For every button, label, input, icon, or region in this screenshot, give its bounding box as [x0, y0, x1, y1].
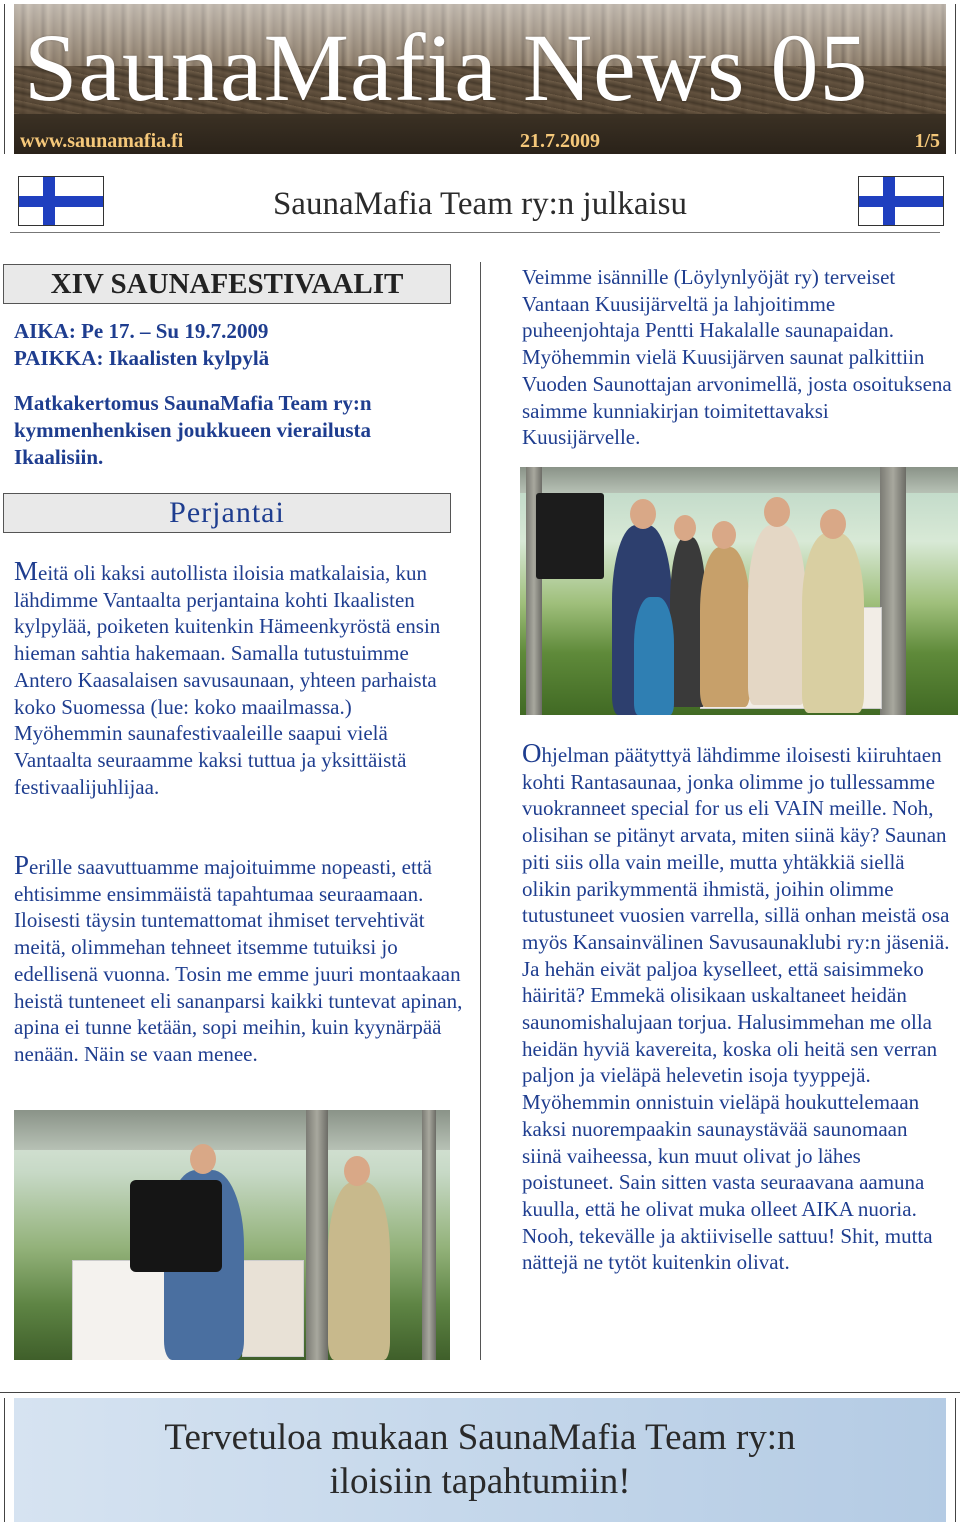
- photo-pole: [306, 1110, 328, 1360]
- paragraph-text: hjelman päätyttyä lähdimme iloisesti kiiruhtaen kohti Rantasaunaa, jonka olimme jo tullessamme vuokranneet special for us eli VAIN meille. Noh, olisihan se pitänyt arvata, miten siinä käy? Saunan piti siis olla vain meille, mutta yhtäkkiä siellä olikin parikymmentä ihmistä, joihin olimme tutustuneet vuosien varrella, sillä onhan meistä osa myös Kansainvälinen Savusaunaklubi ry:n jäseniä. Ja hehän eivät paljoa kyselleet, että saisimmeko häiritä? Emmekä olisikaan uskaltaneet heidän saunomishalujaan torjua. Halusimmehan me olla heidän hyviä kavereita, koska oli heitä sen verran paljon ja vieläpä helevetin isoja tyyppejä. Myöhemmin onnistuin vieläpä houkuttelemaan kaksi nuorempaakin saunaystävää saunomaan siinä vaiheessa, kun muut olivat jo lähes poistuneet. Sain sitten vasta seuraavana aamuna kuulla, että he olivat muka olleet AIKA nuoria. Nooh, tekevälle ja aktiiviselle sattuu! Shit, mutta nättejä ne tytöt kuitenkin olivat.: [522, 743, 950, 1275]
- masthead-url[interactable]: www.saunamafia.fi: [20, 130, 184, 152]
- masthead-page-number: 1/5: [914, 130, 940, 152]
- event-info: [14, 318, 464, 471]
- event-title-box: [3, 264, 451, 304]
- footer-rule: [0, 1392, 960, 1393]
- article-paragraph-1: [14, 558, 464, 800]
- photo-poster: [242, 1260, 304, 1357]
- photo-head: [674, 515, 696, 541]
- photo-person: [802, 533, 864, 713]
- masthead-right-rule: [955, 4, 956, 154]
- event-title: XIV SAUNAFESTIVAALIT: [50, 267, 404, 300]
- footer-message: [14, 1416, 946, 1504]
- paragraph-text: Veimme isännille (Löylynlyöjät ry) terveiset Vantaan Kuusijärveltä ja lahjoitimme puheenjohtaja Pentti Hakalalle saunapaidan. Myöhemmin vielä Kuusijärven saunat palkittiin Vuoden Saunottajan arvonimellä, josta osoituksena saimme kunniakirjan toimitettavaksi Kuusijärvelle.: [522, 265, 952, 450]
- drop-cap: O: [522, 738, 542, 768]
- column-divider: [480, 262, 481, 1360]
- article-paragraph-4: [522, 740, 950, 1276]
- photo-head: [630, 499, 656, 529]
- drop-cap: P: [14, 850, 30, 880]
- photo-speaker: [536, 493, 604, 579]
- masthead: [14, 4, 946, 154]
- photo-shirt-presentation: [14, 1110, 450, 1360]
- photo-head: [344, 1156, 370, 1186]
- photo-head: [190, 1144, 216, 1174]
- photo-person: [748, 525, 806, 705]
- footer-line-1: Tervetuloa mukaan SaunaMafia Team ry:n: [164, 1417, 796, 1458]
- article-paragraph-2: [14, 852, 469, 1068]
- event-place: PAIKKA: Ikaalisten kylpylä: [14, 346, 270, 370]
- photo-person: [634, 597, 674, 715]
- masthead-left-rule: [4, 4, 5, 154]
- masthead-title: SaunaMafia News 05: [24, 14, 869, 121]
- section-heading: Perjantai: [169, 496, 285, 529]
- photo-head: [712, 521, 736, 549]
- masthead-date: 21.7.2009: [520, 130, 600, 152]
- paragraph-text: erille saavuttuamme majoituimme nopeasti, että ehtisimme ensimmäistä tapahtumaa seuraamaan. Iloisesti täysin tuntemattomat ihmiset tervehtivät meitä, olimmehan tehneet itsemme tutuiksi jo edellisenä vuonna. Tosin me emme juuri montaakaan heistä tunteneet eli sananparsi kaikki tuntevat apinan, apina ei tunne ketään, sopi meihin, kuin kyynärpää nenään. Näin se vaan menee.: [14, 855, 463, 1066]
- photo-tshirt: [130, 1180, 222, 1272]
- photo-pole: [422, 1110, 436, 1360]
- article-paragraph-3: [522, 264, 952, 451]
- photo-group-on-stage: [520, 467, 958, 715]
- footer-line-2: iloisiin tapahtumiin!: [329, 1461, 631, 1502]
- photo-person: [328, 1182, 390, 1360]
- footer-banner: [14, 1398, 946, 1522]
- photo-person: [700, 547, 750, 707]
- drop-cap: M: [14, 556, 39, 586]
- footer-right-rule: [955, 1398, 956, 1522]
- photo-head: [764, 497, 790, 527]
- event-time: AIKA: Pe 17. – Su 19.7.2009: [14, 319, 269, 343]
- event-intro: Matkakertomus SaunaMafia Team ry:n kymmenhenkisen joukkueen vierailusta Ikaalisiin.: [14, 391, 372, 469]
- footer-left-rule: [4, 1398, 5, 1522]
- subtitle-rule: [10, 232, 940, 233]
- photo-canopy: [14, 1110, 450, 1150]
- photo-pole: [880, 467, 906, 715]
- paragraph-text: eitä oli kaksi autollista iloisia matkalaisia, kun lähdimme Vantaalta perjantaina kohti Ikaalisten kylpylää, poiketen kuitenkin Hämeenkyröstä ensin hieman sahtia hakemaan. Samalla tutustuimme Antero Kaasalaisen savusaunaan, yhteen parhaista koko Suomessa (lue: koko maailmassa.) Myöhemmin saunafestivaaleille saapui vielä Vantaalta seuraamme kaksi tuttua ja yksittäistä festivaalijuhlijaa.: [14, 561, 441, 799]
- publication-subtitle: SaunaMafia Team ry:n julkaisu: [272, 186, 688, 222]
- section-heading-box: [3, 493, 451, 533]
- photo-head: [820, 509, 846, 539]
